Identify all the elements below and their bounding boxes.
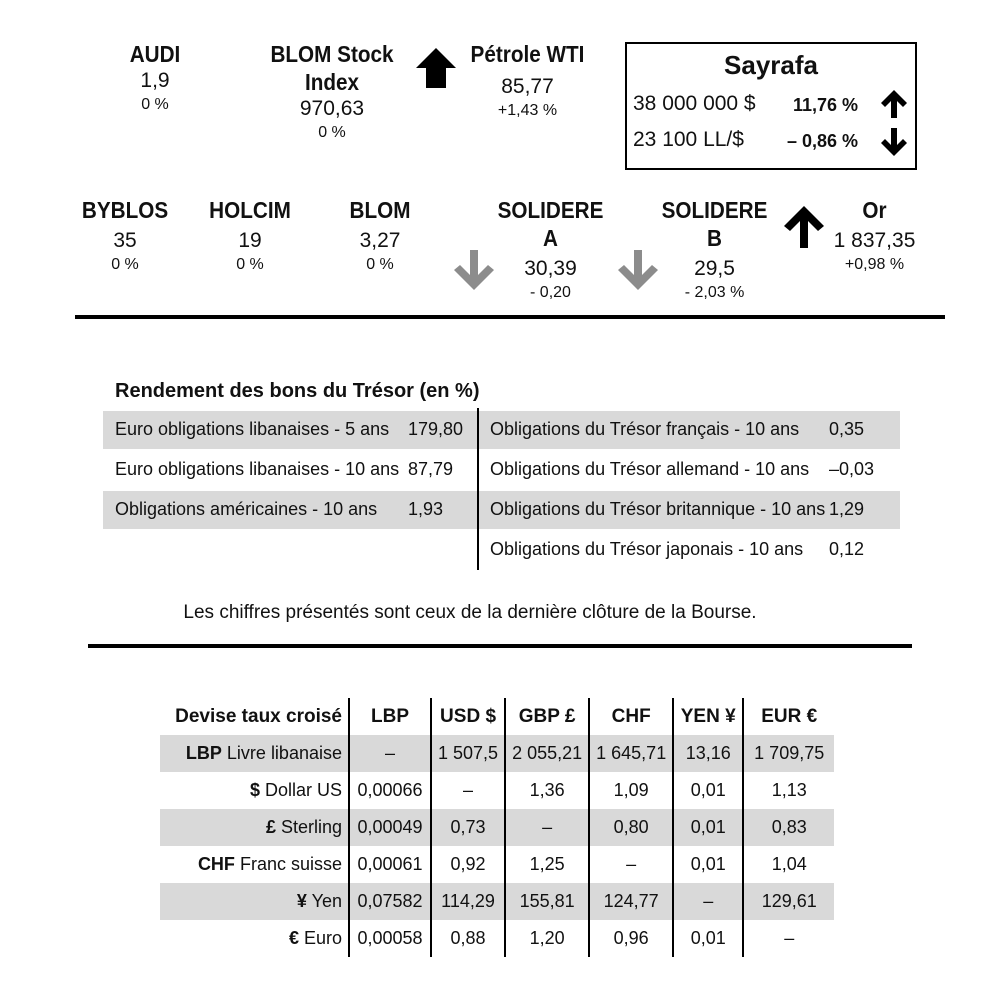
row-label [160,735,349,772]
yield-row [479,411,900,449]
ticker-name: HOLCIM [209,197,291,223]
yield-value: 179,80 [408,419,464,439]
yield-label: Obligations américaines - 10 ans [115,499,378,519]
arrow-up-icon [879,88,909,120]
ticker-name: BYBLOS [81,197,169,223]
table-cell: 0,00049 [349,809,431,846]
currency-name: Euro [303,928,342,948]
table-cell: 1,25 [505,846,589,883]
ticker-change: +1,43 % [497,102,558,119]
arrow-up-icon [414,46,458,90]
table-cell: 1,36 [505,772,589,809]
ticker-value: 29,5 [694,257,735,280]
ticker-value: 85,77 [501,75,554,98]
sayrafa-pct: 11,76 % [793,95,859,115]
arrow-down-icon [879,126,909,158]
table-row [160,772,834,809]
header-cell: EUR € [743,698,834,735]
currency-name: Sterling [280,817,342,837]
yield-label: Obligations du Trésor français - 10 ans [490,419,800,439]
table-cell: 0,00066 [349,772,431,809]
header-cell: LBP [349,698,431,735]
table-cell: – [743,920,834,957]
yield-label: Obligations du Trésor allemand - 10 ans [490,459,810,479]
header-cell: GBP £ [505,698,589,735]
header-cell: Devise taux croisé [175,705,342,727]
currency-code: € [288,928,299,948]
ticker-name: BLOM [349,197,411,223]
table-cell: 0,00058 [349,920,431,957]
yield-value: –0,03 [829,459,875,479]
table-cell: 13,16 [673,735,743,772]
table-row [160,809,834,846]
table-cell: 1,20 [505,920,589,957]
yield-label: Obligations du Trésor japonais - 10 ans [490,539,804,559]
ticker-change: +0,98 % [844,256,905,273]
ticker-name: AUDI [129,41,181,67]
footnote: Les chiffres présentés sont ceux de la dernière clôture de la Bourse. [183,602,757,623]
table-cell: – [589,846,673,883]
table-cell: 0,01 [673,809,743,846]
table-cell: 1 645,71 [589,735,673,772]
table-cell: – [349,735,431,772]
ticker-change: 0 % [236,256,264,273]
ticker-blom-index [252,40,412,144]
table-cell: 1,04 [743,846,834,883]
yield-label: Euro obligations libanaises - 10 ans [115,459,400,479]
table-row [160,846,834,883]
row-label [160,883,349,920]
ticker-value: 970,63 [299,97,365,120]
header-cell: YEN ¥ [673,698,743,735]
yield-value: 1,29 [829,499,865,519]
yield-row [479,491,900,529]
sayrafa-rate: 23 100 LL/$ [633,128,744,151]
table-cell: 124,77 [589,883,673,920]
ticker-value: 30,39 [524,257,577,280]
ticker-or [822,196,927,276]
ticker-value: 35 [113,229,137,252]
ticker-change: 0 % [318,124,346,141]
yield-row [479,451,900,489]
yield-label: Euro obligations libanaises - 5 ans [115,419,390,439]
table-cell: – [505,809,589,846]
currency-name: Livre libanaise [226,743,342,763]
table-row [160,735,834,772]
header-cell: CHF [589,698,673,735]
ticker-blom [325,196,435,276]
ticker-name: SOLIDERE B [661,197,768,251]
yield-row [103,411,477,449]
ticker-change: 0 % [141,96,169,113]
ticker-audi [100,40,210,116]
currency-code: ¥ [296,891,307,911]
table-cell: 1 709,75 [743,735,834,772]
table-cell: – [673,883,743,920]
row-label [160,809,349,846]
currency-code: LBP [185,743,222,763]
ticker-byblos [70,196,180,276]
yields-title: Rendement des bons du Trésor (en %) [115,380,480,402]
sayrafa-amount: 38 000 000 $ [633,92,756,115]
cross-rate-table [160,698,834,957]
table-cell: 0,73 [431,809,505,846]
divider [75,315,945,319]
row-label [160,846,349,883]
yield-label: Obligations du Trésor britannique - 10 ans [490,499,826,519]
ticker-solidere-b [652,196,777,304]
table-cell: 1 507,5 [431,735,505,772]
yield-value: 1,93 [408,499,444,519]
table-cell: 1,09 [589,772,673,809]
table-row [160,920,834,957]
sayrafa-box [625,42,917,170]
currency-name: Franc suisse [239,854,342,874]
yield-row [103,451,477,489]
ticker-change: - 0,20 [530,284,571,301]
currency-code: $ [249,780,260,800]
ticker-change: 0 % [366,256,394,273]
table-cell: – [431,772,505,809]
ticker-petrole-wti [455,40,600,122]
currency-name: Dollar US [264,780,342,800]
divider [88,644,912,648]
currency-name: Yen [311,891,342,911]
arrow-up-icon [782,204,826,250]
yield-value: 87,79 [408,459,454,479]
table-row [160,883,834,920]
yield-row [479,531,900,569]
table-cell: 155,81 [505,883,589,920]
sayrafa-pct: – 0,86 % [787,131,859,151]
table-cell: 0,83 [743,809,834,846]
table-cell: 0,92 [431,846,505,883]
table-cell: 1,13 [743,772,834,809]
ticker-change: 0 % [111,256,139,273]
ticker-solidere-a [488,196,613,304]
table-cell: 0,88 [431,920,505,957]
table-cell: 129,61 [743,883,834,920]
row-label [160,920,349,957]
yield-value: 0,12 [829,539,865,559]
table-cell: 2 055,21 [505,735,589,772]
table-header-row [160,698,834,735]
ticker-change: - 2,03 % [684,284,745,301]
ticker-holcim [195,196,305,276]
ticker-value: 1,9 [140,69,170,92]
table-cell: 0,80 [589,809,673,846]
yield-row [103,491,477,529]
yield-value: 0,35 [829,419,865,439]
table-cell: 0,96 [589,920,673,957]
table-cell: 0,01 [673,846,743,883]
table-cell: 0,01 [673,772,743,809]
ticker-value: 19 [238,229,262,252]
ticker-name: BLOM Stock [270,41,394,67]
currency-code: CHF [197,854,235,874]
table-cell: 0,07582 [349,883,431,920]
header-cell: USD $ [431,698,505,735]
table-cell: 0,00061 [349,846,431,883]
ticker-value: 3,27 [359,229,401,252]
ticker-value: 1 837,35 [833,229,916,252]
ticker-name: Or [862,197,887,223]
row-label [160,772,349,809]
currency-code: £ [265,817,276,837]
ticker-name: SOLIDERE A [497,197,604,251]
table-cell: 114,29 [431,883,505,920]
ticker-name: Pétrole WTI [470,41,585,67]
table-cell: 0,01 [673,920,743,957]
ticker-name-line2: Index [304,69,360,95]
sayrafa-title: Sayrafa [724,50,818,80]
